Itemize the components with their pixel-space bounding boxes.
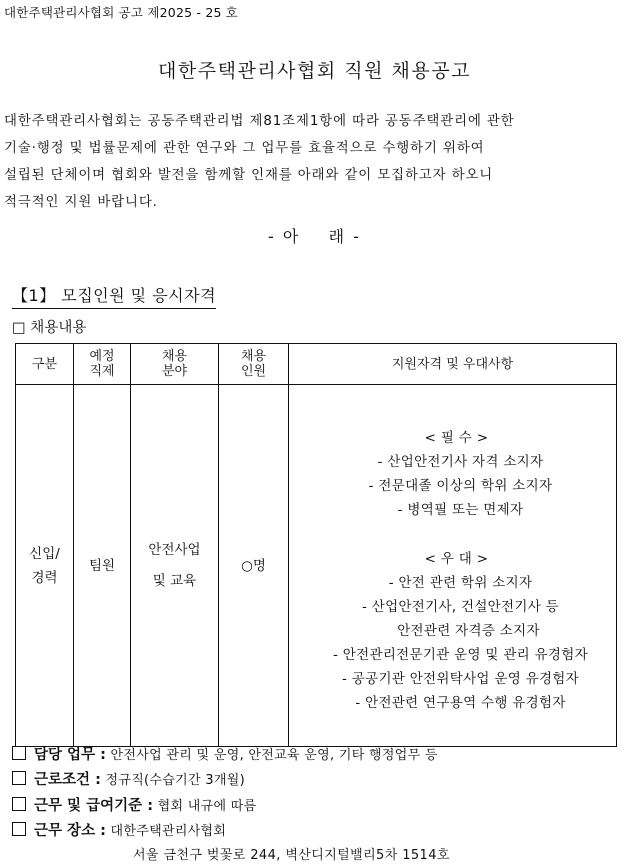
header-qualifications: 지원자격 및 우대사항	[289, 344, 617, 385]
recruitment-table	[15, 343, 617, 747]
required-title: < 필 수 >	[424, 430, 489, 446]
intro-line: 설립된 단체이며 협회와 발전을 함께할 인재를 아래와 같이 모집하고자 하오니	[4, 168, 494, 183]
header-count: 채용 인원	[219, 344, 289, 385]
cell-category: 신입/ 경력	[16, 385, 74, 747]
location-address: 서울 금천구 벚꽃로 244, 벽산디지털밸리5차 1514호	[133, 848, 450, 863]
preferred-item: - 안전관련 연구용역 수행 유경험자	[355, 695, 566, 711]
header-position: 예정 직제	[74, 344, 131, 385]
intro-line: 기술·행정 및 법률문제에 관한 연구와 그 업무를 효율적으로 수행하기 위하여	[4, 141, 485, 156]
intro-paragraph	[4, 108, 624, 216]
checkbox-square-icon	[12, 771, 26, 785]
salary-label: 근무 및 급여기준 :	[34, 798, 153, 814]
checkbox-square-icon	[12, 746, 26, 760]
intro-line: 적극적인 지원 바랍니다.	[4, 195, 158, 210]
intro-line: 대한주택관리사협회는 공동주택관리법 제81조제1항에 따라 공동주택관리에 관한	[4, 114, 515, 129]
required-item: - 병역필 또는 면제자	[397, 502, 524, 518]
location-label: 근무 장소 :	[34, 823, 106, 839]
conditions-label: 근로조건 :	[34, 772, 101, 788]
required-item: - 산업안전기사 자격 소지자	[377, 454, 544, 470]
notice-number: 대한주택관리사협회 공고 제2025 - 25 호	[4, 5, 239, 20]
preferred-item-continued: 안전관련 자격증 소지자	[397, 623, 540, 639]
table-row	[16, 385, 617, 747]
conditions-line	[12, 768, 245, 789]
preferred-item: - 산업안전기사, 건설안전기사 등	[362, 599, 559, 615]
cell-qualifications	[289, 385, 617, 747]
duty-line	[12, 743, 438, 764]
preferred-item: - 안전관리전문기관 운영 및 관리 유경험자	[333, 647, 588, 663]
page-title: 대한주택관리사협회 직원 채용공고	[158, 60, 471, 82]
subsection-title: □ 채용내용	[12, 320, 87, 336]
checkbox-square-icon	[12, 822, 26, 836]
required-item: - 전문대졸 이상의 학위 소지자	[368, 478, 553, 494]
salary-value: 협회 내규에 따름	[157, 799, 257, 814]
conditions-value: 정규직(수습기간 3개월)	[105, 773, 245, 788]
section-title: 【1】 모집인원 및 응시자격	[12, 283, 216, 309]
preferred-title: < 우 대 >	[424, 551, 489, 567]
location-value: 대한주택관리사협회	[110, 824, 227, 839]
cell-field: 안전사업 및 교육	[131, 385, 219, 747]
table-header-row	[16, 344, 617, 385]
duty-value: 안전사업 관리 및 운영, 안전교육 운영, 기타 행정업무 등	[110, 748, 438, 763]
cell-position: 팀원	[74, 385, 131, 747]
header-field: 채용 분야	[131, 344, 219, 385]
location-line	[12, 819, 226, 840]
checkbox-square-icon	[12, 797, 26, 811]
preferred-item: - 공공기관 안전위탁사업 운영 유경험자	[342, 671, 579, 687]
header-category: 구분	[16, 344, 74, 385]
preferred-item: - 안전 관련 학위 소지자	[388, 575, 533, 591]
duty-label: 담당 업무 :	[34, 747, 106, 763]
salary-line	[12, 794, 256, 815]
cell-count: ○명	[219, 385, 289, 747]
center-heading: - 아 래 -	[268, 227, 361, 246]
